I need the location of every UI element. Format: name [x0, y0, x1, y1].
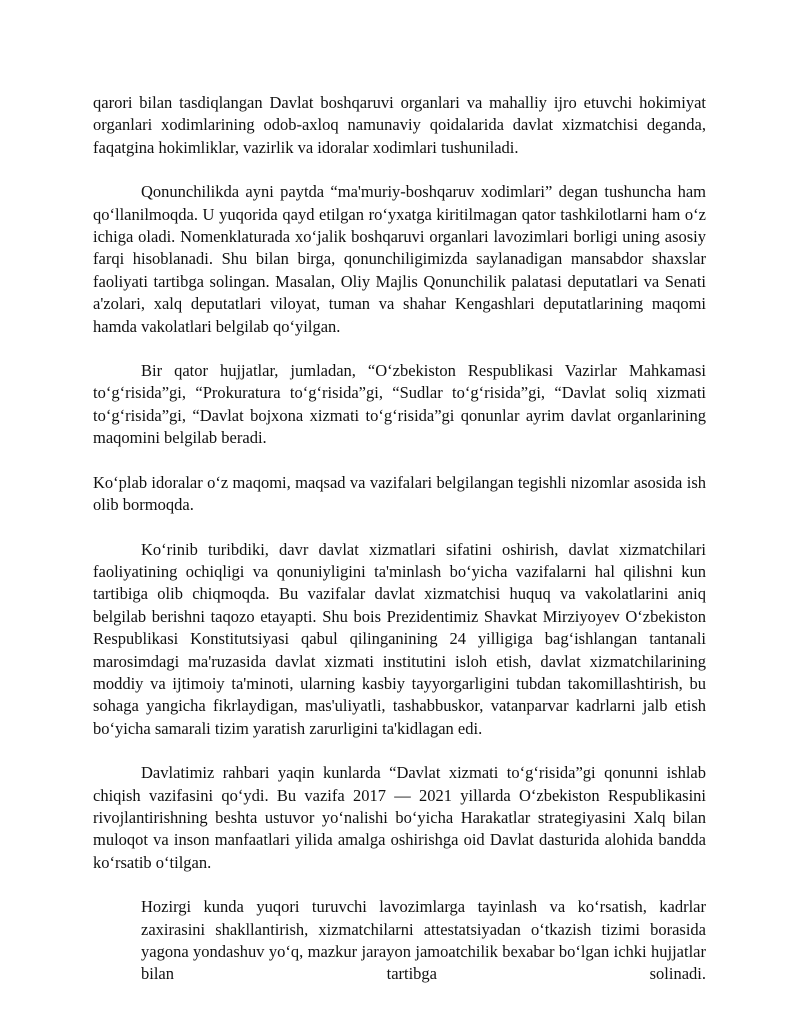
paragraph-7: Hozirgi kunda yuqori turuvchi lavozimlarga tayinlash va ko‘rsatish, kadrlar zaxirasini shakllantirish, xizmatchilarni attestatsiyadan o‘tkazish tizimi borasida yagona yondashuv yo‘q, mazkur jarayon jamoatchilik bexabar bo‘lgan ichki hujjatlar bilan tartibga solinadi. — [141, 897, 706, 984]
paragraph-2: Qonunchilikda ayni paytda “ma'muriy-boshqaruv xodimlari” degan tushuncha ham qo‘llanilmoqda. U yuqorida qayd etilgan ro‘yxatga kiritilmagan qator tashkilotlarni ham o‘z ichiga oladi. Nomenklaturada xo‘jalik boshqaruvi organlari lavozimlari borligi uning asosiy farqi hisoblanadi. Shu bilan birga, qonunchiligimizda saylanadigan mansabdor shaxslar faoliyati tartibga solingan. Masalan, Oliy Majlis Qonunchilik palatasi deputatlari va Senati a'zolari, xalq deputatlari viloyat, tuman va shahar Kengashlari deputatlarining maqomi hamda vakolatlari belgilab qo‘yilgan. — [93, 182, 706, 336]
paragraph-4: Ko‘plab idoralar o‘z maqomi, maqsad va vazifalari belgilangan tegishli nizomlar asosida ish olib bormoqda. — [93, 472, 706, 515]
document-page — [93, 92, 706, 1008]
paragraph-5: Ko‘rinib turibdiki, davr davlat xizmatlari sifatini oshirish, davlat xizmatchilari faoliyatining ochiqligi va qonuniyligini ta'minlash bo‘yicha vazifalarni hal qilishni kun tartibiga olib chiqmoqda. Bu vazifalar davlat xizmatchisi huquq va vakolatlarini aniq belgilab berishni taqozo etayapti. Shu bois Prezidentimiz Shavkat Mirziyoyev O‘zbekiston Respublikasi Konstitutsiyasi qabul qilinganining 24 yilligiga bag‘ishlangan tantanali marosimdagi ma'ruzasida davlat xizmati institutini isloh etish, davlat xizmatchilarining moddiy va ijtimoiy ta'minoti, ularning kasbiy tayyorgarligini tubdan takomillashtirish, bu sohaga yangicha fikrlaydigan, mas'uliyatli, tashabbuskor, vatanparvar kadrlarni jalb etish bo‘yicha samarali tizim yaratish zarurligini ta'kidlagan edi. — [93, 539, 706, 738]
paragraph-1: qarori bilan tasdiqlangan Davlat boshqaruvi organlari va mahalliy ijro etuvchi hokimiyat organlari xodimlarining odob-axloq namunaviy qoidalarida davlat xizmatchisi deganda, faqatgina hokimliklar, vazirlik va idoralar xodimlari tushuniladi. — [93, 93, 706, 157]
paragraph-6: Davlatimiz rahbari yaqin kunlarda “Davlat xizmati to‘g‘risida”gi qonunni ishlab chiqish vazifasini qo‘ydi. Bu vazifa 2017 — 2021 yillarda O‘zbekiston Respublikasini rivojlantirishning beshta ustuvor yo‘nalishi bo‘yicha Harakatlar strategiyasini Xalq bilan muloqot va inson manfaatlari yilida amalga oshirishga oid Davlat dasturida alohida bandda ko‘rsatib o‘tilgan. — [93, 763, 706, 872]
paragraph-3: Bir qator hujjatlar, jumladan, “O‘zbekiston Respublikasi Vazirlar Mahkamasi to‘g‘risida”gi, “Prokuratura to‘g‘risida”gi, “Sudlar to‘g‘risida”gi, “Davlat soliq xizmati to‘g‘risida”gi, “Davlat bojxona xizmati to‘g‘risida”gi qonunlar ayrim davlat organlarining maqomini belgilab beradi. — [93, 361, 706, 448]
